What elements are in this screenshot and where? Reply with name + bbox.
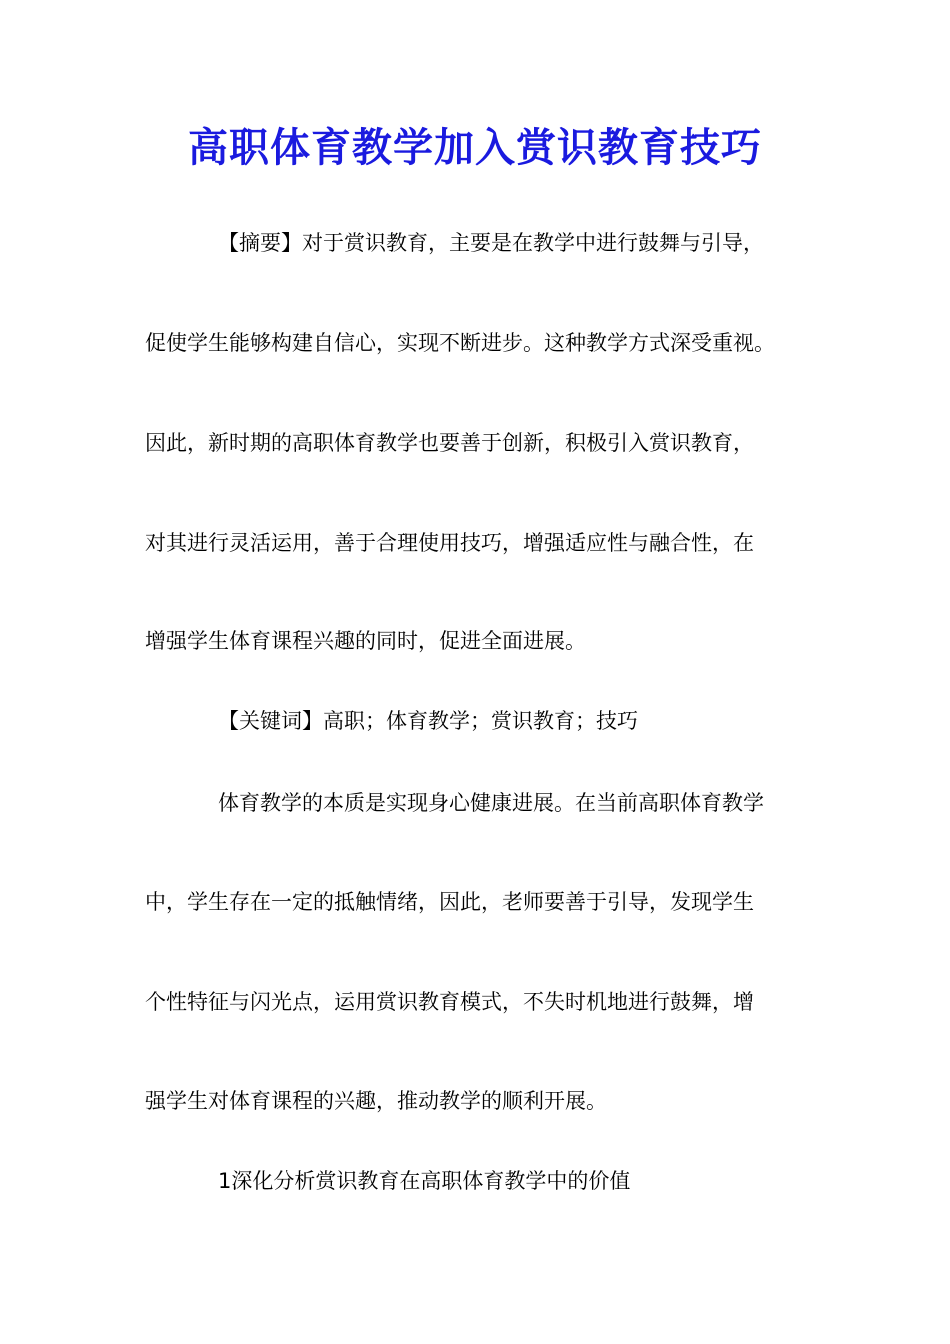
document-title: 高职体育教学加入赏识教育技巧 bbox=[188, 124, 762, 171]
section-heading: 1深化分析赏识教育在高职体育教学中的价值 bbox=[218, 1169, 631, 1193]
body-paragraph-line: 个性特征与闪光点，运用赏识教育模式，不失时机地进行鼓舞，增 bbox=[145, 990, 754, 1014]
keywords-line: 【关键词】高职；体育教学；赏识教育；技巧 bbox=[218, 709, 638, 733]
abstract-line: 因此，新时期的高职体育教学也要善于创新，积极引入赏识教育， bbox=[145, 431, 754, 455]
abstract-line: 【摘要】对于赏识教育，主要是在教学中进行鼓舞与引导， bbox=[218, 231, 764, 255]
body-paragraph-line: 体育教学的本质是实现身心健康进展。在当前高职体育教学 bbox=[218, 791, 764, 815]
abstract-line: 促使学生能够构建自信心，实现不断进步。这种教学方式深受重视。 bbox=[145, 331, 775, 355]
body-paragraph-line: 强学生对体育课程的兴趣，推动教学的顺利开展。 bbox=[145, 1089, 607, 1113]
abstract-line: 对其进行灵活运用，善于合理使用技巧，增强适应性与融合性，在 bbox=[145, 531, 754, 555]
abstract-line: 增强学生体育课程兴趣的同时，促进全面进展。 bbox=[145, 629, 586, 653]
body-paragraph-line: 中，学生存在一定的抵触情绪，因此，老师要善于引导，发现学生 bbox=[145, 890, 754, 914]
